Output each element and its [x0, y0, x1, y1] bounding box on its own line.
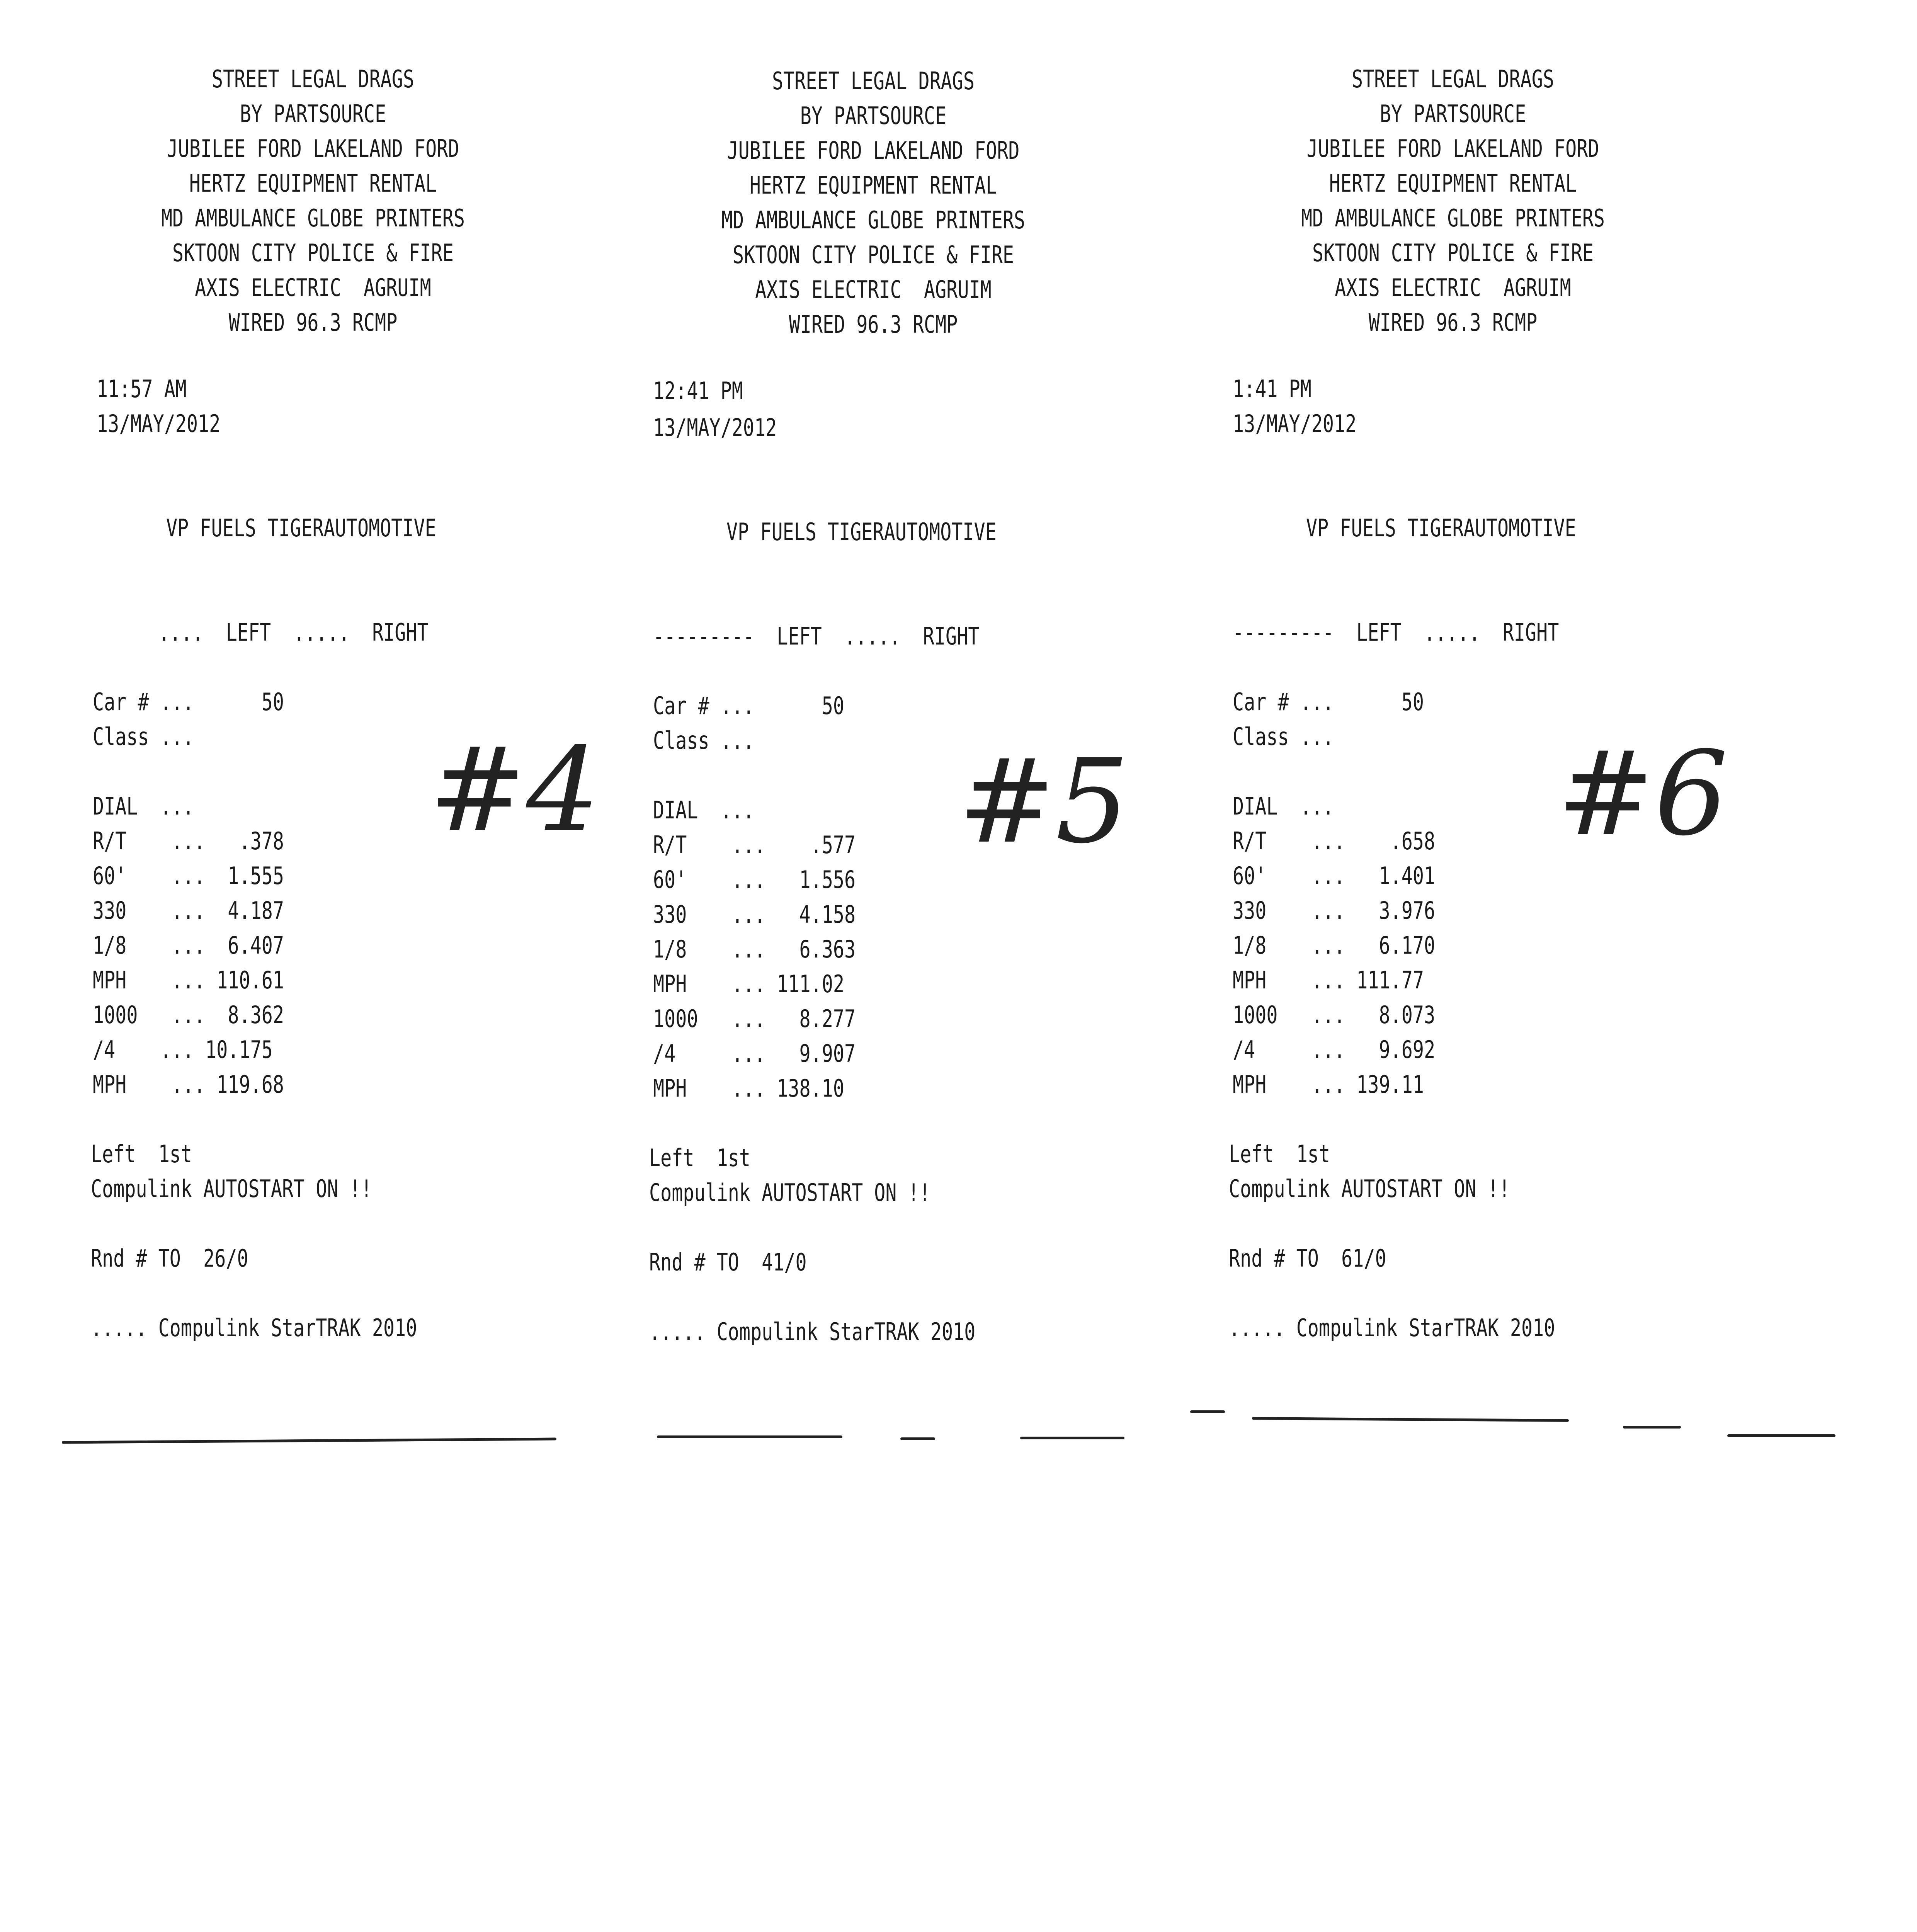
slip-autostart: Compulink AUTOSTART ON !!: [1229, 1175, 1510, 1203]
tear-line: [1727, 1434, 1835, 1437]
header-line: STREET LEGAL DRAGS: [211, 65, 415, 93]
stat-row: DIAL ...: [93, 792, 194, 820]
slip-round: Rnd # TO 26/0: [91, 1244, 248, 1272]
stat-row: /4 ... 9.692: [1233, 1036, 1436, 1064]
stat-row: MPH ... 111.77: [1233, 966, 1424, 994]
slip-time: 11:57 AM: [97, 375, 187, 403]
stat-row: DIAL ...: [653, 796, 755, 824]
stat-row: 1000 ... 8.277: [653, 1005, 856, 1033]
header-line: AXIS ELECTRIC AGRUIM: [1335, 274, 1571, 302]
stat-row: 1/8 ... 6.363: [653, 935, 856, 963]
slip-date: 13/MAY/2012: [653, 413, 777, 442]
header-line: MD AMBULANCE GLOBE PRINTERS: [1301, 204, 1605, 232]
tear-line: [1252, 1417, 1569, 1422]
slip-class: Class ...: [93, 723, 194, 751]
header-line: AXIS ELECTRIC AGRUIM: [195, 274, 431, 302]
header-line: STREET LEGAL DRAGS: [1351, 65, 1555, 93]
slip-win: Left 1st: [91, 1140, 192, 1168]
header-line: WIRED 96.3 RCMP: [1368, 308, 1538, 337]
slip-car: Car # ... 50: [653, 692, 844, 720]
slip-sponsor: VP FUELS TIGERAUTOMOTIVE: [166, 514, 436, 542]
stat-row: R/T ... .577: [653, 831, 856, 859]
slip-win: Left 1st: [649, 1144, 751, 1172]
header-line: MD AMBULANCE GLOBE PRINTERS: [161, 204, 465, 232]
tear-line: [900, 1437, 935, 1440]
slip-time: 1:41 PM: [1233, 375, 1311, 403]
stat-row: 1/8 ... 6.407: [93, 931, 284, 959]
stat-row: R/T ... .658: [1233, 827, 1436, 855]
slip-lanes: .... LEFT ..... RIGHT: [158, 618, 429, 646]
slip-footer: ..... Compulink StarTRAK 2010: [649, 1318, 976, 1346]
stat-row: 1000 ... 8.362: [93, 1001, 284, 1029]
slip-win: Left 1st: [1229, 1140, 1330, 1168]
header-line: JUBILEE FORD LAKELAND FORD: [727, 136, 1020, 165]
stat-row: MPH ... 110.61: [93, 966, 284, 994]
stat-row: R/T ... .378: [93, 827, 284, 855]
stat-row: /4 ... 9.907: [653, 1039, 856, 1068]
slip-round: Rnd # TO 61/0: [1229, 1244, 1386, 1272]
stat-row: 1/8 ... 6.170: [1233, 931, 1436, 959]
slip-time: 12:41 PM: [653, 377, 743, 405]
stat-row: 60' ... 1.556: [653, 866, 856, 894]
stat-row: MPH ... 111.02: [653, 970, 844, 998]
header-line: SKTOON CITY POLICE & FIRE: [172, 239, 454, 267]
header-line: HERTZ EQUIPMENT RENTAL: [1329, 169, 1577, 197]
header-line: JUBILEE FORD LAKELAND FORD: [167, 134, 459, 163]
tear-line: [657, 1435, 842, 1438]
stat-row: 330 ... 3.976: [1233, 896, 1436, 925]
header-line: SKTOON CITY POLICE & FIRE: [733, 241, 1014, 269]
header-line: HERTZ EQUIPMENT RENTAL: [749, 171, 997, 199]
timeslip-2: [622, 0, 1124, 1391]
tear-line: [1623, 1426, 1681, 1429]
stat-row: MPH ... 139.11: [1233, 1070, 1424, 1099]
header-line: JUBILEE FORD LAKELAND FORD: [1306, 134, 1599, 163]
tear-line: [1020, 1437, 1124, 1439]
handwritten-run-number: #6: [1557, 726, 1728, 861]
slip-car: Car # ... 50: [1233, 688, 1424, 716]
header-line: HERTZ EQUIPMENT RENTAL: [189, 169, 437, 197]
tear-line: [1190, 1410, 1225, 1413]
tear-line: [62, 1438, 556, 1444]
slip-class: Class ...: [1233, 723, 1334, 751]
slip-car: Car # ... 50: [93, 688, 284, 716]
stat-row: 330 ... 4.158: [653, 900, 856, 929]
slip-sponsor: VP FUELS TIGERAUTOMOTIVE: [726, 518, 997, 546]
handwritten-run-number: #5: [958, 734, 1129, 869]
stat-row: DIAL ...: [1233, 792, 1334, 820]
stat-row: 60' ... 1.555: [93, 862, 284, 890]
slip-lanes: --------- LEFT ..... RIGHT: [1233, 618, 1559, 646]
slip-class: Class ...: [653, 726, 755, 755]
header-line: WIRED 96.3 RCMP: [228, 308, 398, 337]
header-line: BY PARTSOURCE: [240, 100, 386, 128]
stat-row: 1000 ... 8.073: [1233, 1001, 1436, 1029]
header-line: BY PARTSOURCE: [1379, 100, 1526, 128]
stat-row: MPH ... 119.68: [93, 1070, 284, 1099]
stat-row: 330 ... 4.187: [93, 896, 284, 925]
header-line: AXIS ELECTRIC AGRUIM: [755, 276, 992, 304]
slip-round: Rnd # TO 41/0: [649, 1248, 807, 1276]
timeslip-3: [1202, 0, 1704, 1391]
timeslip-1: [62, 0, 564, 1391]
slip-autostart: Compulink AUTOSTART ON !!: [649, 1179, 930, 1207]
stat-row: MPH ... 138.10: [653, 1074, 844, 1102]
header-line: SKTOON CITY POLICE & FIRE: [1312, 239, 1594, 267]
handwritten-run-number: #4: [429, 723, 600, 857]
slip-footer: ..... Compulink StarTRAK 2010: [1229, 1314, 1555, 1342]
slip-date: 13/MAY/2012: [1233, 410, 1357, 438]
slip-autostart: Compulink AUTOSTART ON !!: [91, 1175, 372, 1203]
slip-sponsor: VP FUELS TIGERAUTOMOTIVE: [1306, 514, 1576, 542]
slip-lanes: --------- LEFT ..... RIGHT: [653, 622, 980, 650]
header-line: WIRED 96.3 RCMP: [789, 310, 958, 338]
stat-row: /4 ... 10.175: [93, 1036, 273, 1064]
header-line: MD AMBULANCE GLOBE PRINTERS: [721, 206, 1026, 234]
header-line: BY PARTSOURCE: [800, 102, 947, 130]
slip-date: 13/MAY/2012: [97, 410, 221, 438]
stat-row: 60' ... 1.401: [1233, 862, 1436, 890]
slip-footer: ..... Compulink StarTRAK 2010: [91, 1314, 417, 1342]
header-line: STREET LEGAL DRAGS: [772, 67, 975, 95]
